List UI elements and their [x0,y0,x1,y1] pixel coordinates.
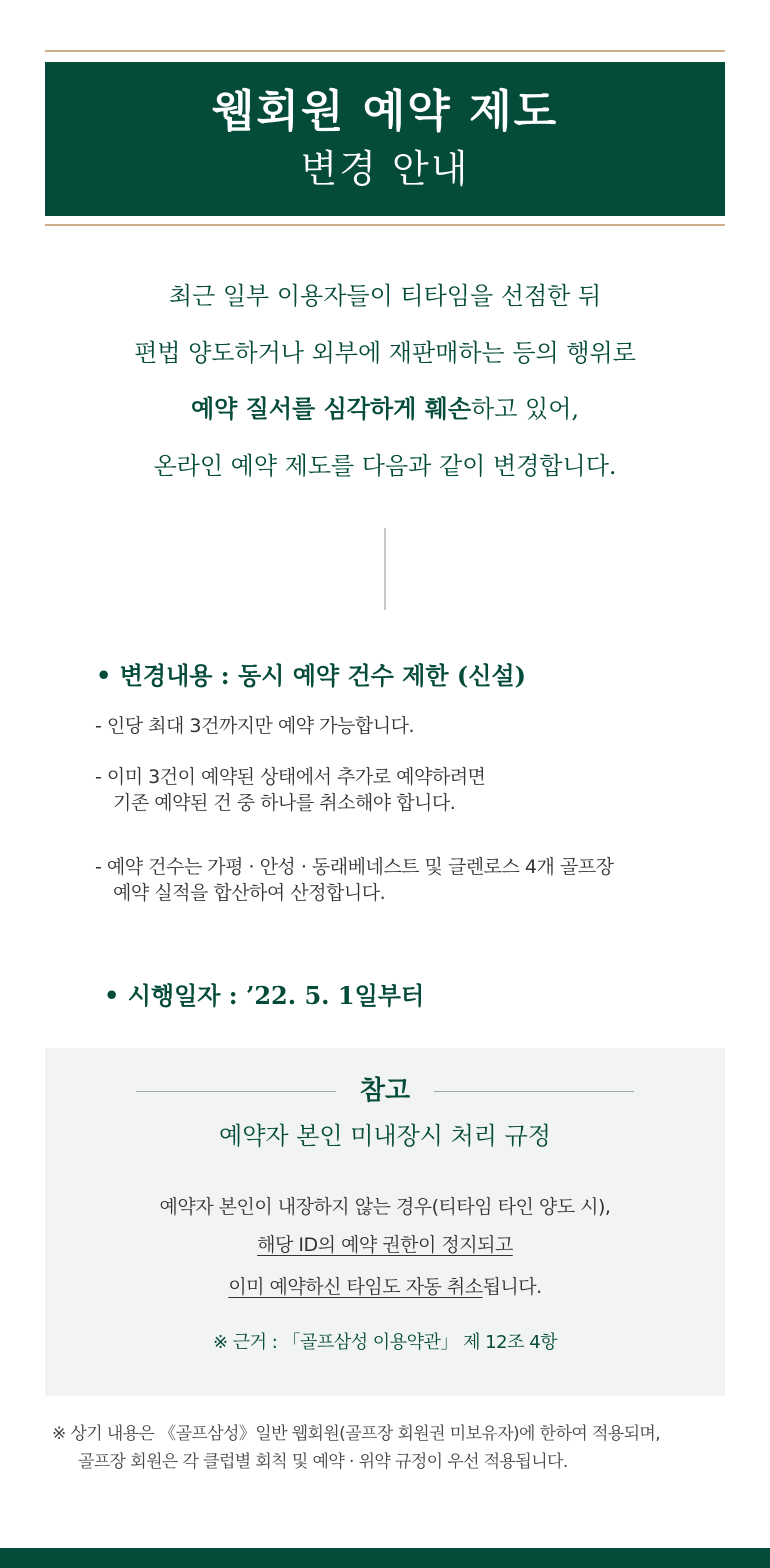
intro-line-3 [45,393,725,425]
intro-line-2: 편법 양도하거나 외부에 재판매하는 등의 행위로 [134,339,636,367]
intro-emphasis: 예약 질서를 심각하게 훼손 [190,394,472,423]
note-line-3-rest: 됩니다. [482,1276,542,1298]
change-item-2 [95,764,485,816]
change-item-1: - 인당 최대 3건까지만 예약 가능합니다. [95,715,414,737]
note-line-2 [45,1232,725,1258]
note-line-2-underlined: 해당 ID의 예약 권한이 정지되고 [257,1234,513,1256]
footer-line-2: 골프장 회원은 각 클럽별 회칙 및 예약 · 위약 규정이 우선 적용됩니다. [78,1452,568,1472]
footer-note [52,1420,742,1476]
note-line-3-underlined: 이미 예약하신 타임도 자동 취소 [228,1276,483,1298]
change-item-3-line-1: - 예약 건수는 가평 · 안성 · 동래베네스트 및 글렌로스 4개 골프장 [95,856,614,878]
intro-line-4: 온라인 예약 제도를 다음과 같이 변경합니다. [153,452,617,480]
bottom-bar [0,1548,770,1568]
effective-date-heading: • 시행일자 : ’22. 5. 1일부터 [104,981,425,1010]
note-subtitle: 예약자 본인 미내장시 처리 규정 [219,1122,551,1150]
vertical-divider [384,528,386,610]
note-line-1: 예약자 본인이 내장하지 않는 경우(티타임 타인 양도 시), [159,1196,611,1218]
change-item-3-line-2: 예약 실적을 합산하여 산정합니다. [113,882,386,904]
page-title: 웹회원 예약 제도 [211,86,559,137]
note-title: 참고 [359,1076,411,1106]
bottom-gold-divider [45,224,725,226]
intro-line-3-rest: 하고 있어, [471,395,580,423]
change-item-2-line-1: - 이미 3건이 예약된 상태에서 추가로 예약하려면 [95,766,486,788]
top-gold-divider [45,50,725,52]
title-banner [45,62,725,216]
page-subtitle: 변경 안내 [300,147,470,191]
change-heading: • 변경내용 : 동시 예약 건수 제한 (신설) [96,661,526,690]
intro-line-1: 최근 일부 이용자들이 티타임을 선점한 뒤 [168,282,602,310]
footer-line-1: ※ 상기 내용은 《골프삼성》일반 웹회원(골프장 회원권 미보유자)에 한하여 적용되며, [52,1424,661,1444]
change-item-2-line-2: 기존 예약된 건 중 하나를 취소해야 합니다. [113,792,456,814]
change-item-3 [95,854,613,906]
note-line-3 [45,1274,725,1300]
note-reference: ※ 근거 : 「골프삼성 이용약관」 제 12조 4항 [212,1332,558,1353]
